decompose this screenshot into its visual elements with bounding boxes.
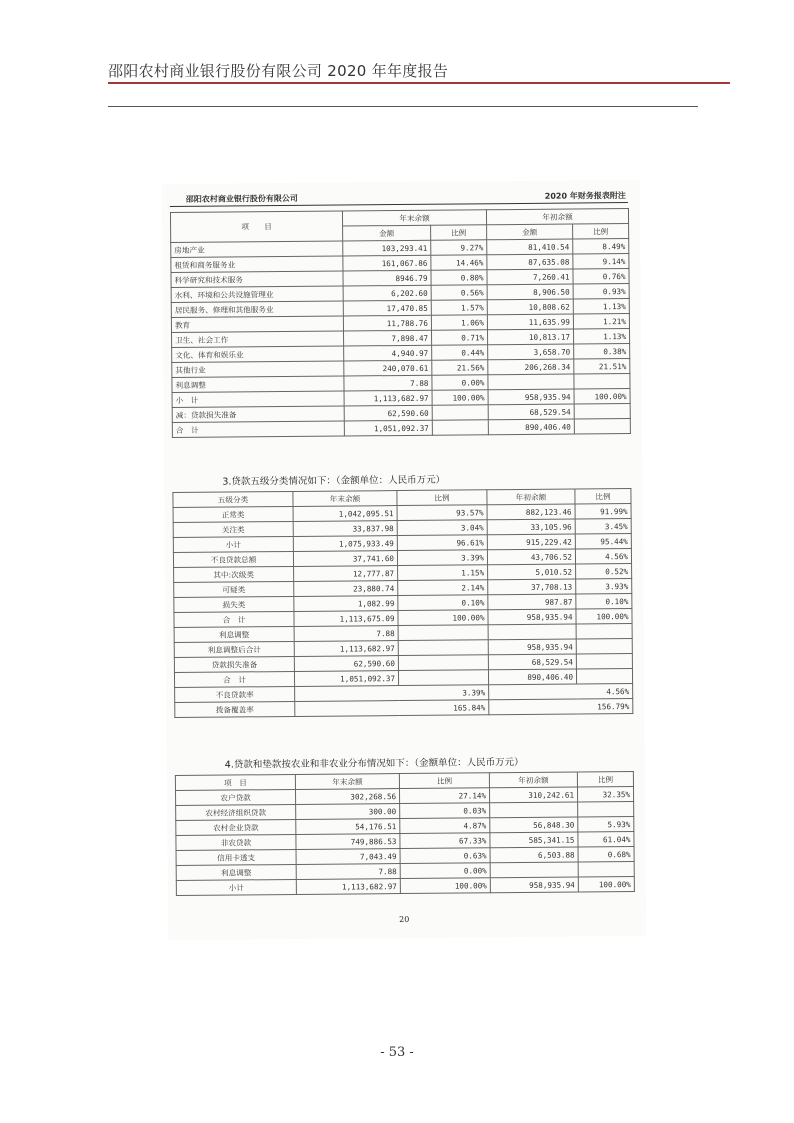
table-row	[176, 877, 634, 896]
scan-header	[185, 190, 626, 204]
row-label: 小计	[173, 536, 293, 552]
col-end-amount: 金额	[343, 225, 431, 241]
cell-begin-amt: 5,010.52	[488, 564, 576, 580]
row-label: 租赁和商务服务业	[171, 256, 343, 273]
cell-begin-ratio	[574, 419, 630, 434]
cell-end-amt: 37,741.60	[293, 551, 397, 567]
cell-begin-ratio	[578, 802, 634, 817]
col-item: 项 目	[170, 211, 342, 242]
cell-begin-ratio: 32.35%	[577, 787, 633, 802]
col-begin-amount: 年初余额	[487, 489, 575, 505]
cell-end-ratio: 0.71%	[431, 330, 487, 345]
cell-begin-ratio: 95.44%	[575, 534, 631, 549]
cell-end-amt: 12,777.87	[294, 566, 398, 582]
row-label: 信用卡透支	[176, 849, 296, 865]
cell-end-amt: 1,051,092.37	[294, 671, 398, 687]
header-red-rule	[108, 82, 730, 84]
cell-begin-ratio: 5.93%	[578, 817, 634, 832]
cell-end-ratio: 4.87%	[400, 818, 490, 834]
cell-end-amt: 7.88	[344, 375, 432, 391]
cell-begin-amt: 987.87	[488, 594, 576, 610]
cell-end-amt: 161,067.86	[343, 255, 431, 271]
cell-end-ratio: 27.14%	[399, 788, 489, 804]
ratio-row	[175, 699, 633, 718]
row-label: 关注类	[173, 521, 293, 537]
cell-begin-amt: 10,808.62	[487, 299, 573, 315]
cell-end-ratio: 0.80%	[431, 270, 487, 285]
five-category-table	[172, 488, 633, 718]
cell-begin-ratio: 91.99%	[575, 504, 631, 519]
row-label: 损失类	[174, 596, 294, 612]
cell-begin-ratio: 0.52%	[576, 564, 632, 579]
cell-end-ratio: 0.63%	[400, 848, 490, 864]
report-header-title: 邵阳农村商业银行股份有限公司 2020 年年度报告	[108, 62, 449, 80]
row-label: 贷款损失准备	[174, 656, 294, 672]
col-end-ratio: 比例	[399, 773, 489, 789]
cell-end-ratio: 3.39%	[397, 550, 487, 566]
scanned-page	[162, 180, 647, 940]
cell-end-amt: 1,051,092.37	[344, 420, 432, 436]
row-label: 合 计	[174, 671, 294, 687]
cell-begin-amt	[488, 624, 576, 640]
cell-begin-amt: 43,706.52	[487, 549, 575, 565]
cell-end-ratio: 0.03%	[400, 803, 490, 819]
col-end-amount: 年末余额	[293, 491, 397, 507]
cell-begin-amt: 68,529.54	[488, 404, 574, 420]
cell-end-ratio: 2.14%	[398, 580, 488, 596]
table-row	[172, 419, 630, 438]
row-label: 教育	[171, 316, 343, 333]
cell-end-ratio: 0.56%	[431, 285, 487, 300]
cell-end-ratio: 100.00%	[432, 390, 488, 405]
cell-begin-ratio: 3.93%	[576, 579, 632, 594]
cell-begin-ratio	[578, 862, 634, 877]
row-label: 水利、环境和公共设施管理业	[171, 286, 343, 303]
cell-end-amt: 1,113,682.97	[294, 641, 398, 657]
cell-end-amt: 300.00	[296, 804, 400, 820]
ratio-begin: 156.79%	[489, 699, 633, 715]
cell-end-ratio: 100.00%	[398, 610, 488, 626]
cell-begin-ratio	[576, 669, 632, 684]
section-3-title: 3.贷款五级分类情况如下：（金额单位：人民币万元）	[222, 474, 446, 488]
cell-begin-ratio: 0.38%	[574, 344, 630, 359]
cell-end-amt: 62,590.60	[294, 656, 398, 672]
cell-end-ratio: 96.61%	[397, 535, 487, 551]
row-label: 合 计	[172, 421, 344, 438]
col-category: 五级分类	[173, 491, 293, 507]
agri-loans-table	[175, 771, 635, 896]
cell-begin-amt: 958,935.94	[488, 389, 574, 405]
cell-end-ratio: 100.00%	[400, 878, 490, 894]
col-begin-ratio: 比例	[575, 489, 631, 504]
cell-end-amt: 7.88	[294, 626, 398, 642]
cell-begin-ratio: 9.14%	[573, 254, 629, 269]
row-label: 合 计	[174, 611, 294, 627]
cell-begin-ratio: 8.49%	[573, 239, 629, 254]
row-label: 农村企业贷款	[176, 819, 296, 835]
row-label: 居民服务、修理和其他服务业	[171, 301, 343, 318]
cell-begin-amt: 10,813.17	[487, 329, 573, 345]
cell-begin-amt: 68,529.54	[488, 654, 576, 670]
cell-begin-amt: 958,935.94	[488, 639, 576, 655]
row-label: 房地产业	[171, 241, 343, 258]
cell-begin-ratio: 1.13%	[573, 329, 629, 344]
cell-begin-ratio: 61.04%	[578, 832, 634, 847]
cell-begin-amt: 11,635.99	[487, 314, 573, 330]
cell-end-ratio: 14.46%	[431, 255, 487, 270]
cell-begin-amt: 206,268.34	[488, 359, 574, 375]
cell-begin-amt: 585,341.15	[490, 832, 578, 848]
cell-end-ratio: 1.57%	[431, 300, 487, 315]
row-label: 利息调整	[176, 864, 296, 880]
row-label: 可疑类	[174, 581, 294, 597]
row-label: 其中:次级类	[174, 566, 294, 582]
col-begin-ratio: 比例	[577, 772, 633, 787]
cell-end-amt: 302,268.56	[295, 789, 399, 805]
cell-begin-ratio: 0.10%	[576, 594, 632, 609]
cell-end-ratio: 0.00%	[432, 375, 488, 390]
cell-begin-ratio	[576, 639, 632, 654]
row-label: 利息调整后合计	[174, 641, 294, 657]
cell-begin-amt: 8,906.50	[487, 284, 573, 300]
row-label: 正常类	[173, 506, 293, 522]
cell-begin-amt: 958,935.94	[490, 877, 578, 893]
cell-end-ratio	[432, 405, 488, 420]
row-label: 文化、体育和娱乐业	[172, 346, 344, 363]
cell-end-ratio	[432, 420, 488, 435]
cell-end-amt: 33,837.98	[293, 521, 397, 537]
cell-begin-ratio	[574, 374, 630, 389]
scan-bank-name: 邵阳农村商业银行股份有限公司	[185, 193, 298, 204]
cell-end-amt: 54,176.51	[296, 819, 400, 835]
row-label: 减：贷款损失准备	[172, 406, 344, 423]
cell-end-ratio: 1.06%	[431, 315, 487, 330]
cell-begin-amt: 882,123.46	[487, 504, 575, 520]
cell-begin-amt: 310,242.61	[489, 787, 577, 803]
cell-begin-amt	[488, 374, 574, 390]
cell-end-amt: 4,940.97	[344, 345, 432, 361]
scan-page-number: 20	[399, 914, 410, 925]
cell-begin-ratio: 100.00%	[574, 389, 630, 404]
row-label: 小 计	[172, 391, 344, 408]
row-label: 卫生、社会工作	[172, 331, 344, 348]
col-begin-ratio: 比例	[573, 224, 629, 239]
cell-begin-ratio: 0.68%	[578, 847, 634, 862]
cell-end-amt: 103,293.41	[343, 240, 431, 256]
cell-begin-amt: 37,708.13	[488, 579, 576, 595]
cell-end-amt: 749,886.53	[296, 834, 400, 850]
cell-end-amt: 6,202.60	[343, 285, 431, 301]
cell-begin-amt: 7,260.41	[487, 269, 573, 285]
cell-end-amt: 62,590.60	[344, 405, 432, 421]
cell-begin-ratio: 1.21%	[573, 314, 629, 329]
row-label: 不良贷款总额	[173, 551, 293, 567]
cell-end-ratio	[398, 625, 488, 641]
cell-begin-ratio	[574, 404, 630, 419]
cell-end-ratio: 0.00%	[400, 863, 490, 879]
cell-end-amt: 1,042,095.51	[293, 506, 397, 522]
cell-end-amt: 11,788.76	[343, 315, 431, 331]
cell-begin-amt: 958,935.94	[488, 609, 576, 625]
cell-begin-ratio: 4.56%	[575, 549, 631, 564]
header-thin-rule	[108, 106, 698, 107]
row-label: 农村经济组织贷款	[176, 804, 296, 820]
cell-end-amt: 1,113,682.97	[344, 390, 432, 406]
row-label: 农户贷款	[176, 789, 296, 805]
cell-end-ratio: 0.44%	[432, 345, 488, 360]
cell-end-amt: 17,470.85	[343, 300, 431, 316]
cell-begin-amt: 915,229.42	[487, 534, 575, 550]
cell-begin-amt	[490, 862, 578, 878]
cell-end-amt: 1,113,675.09	[294, 611, 398, 627]
col-item: 项 目	[175, 774, 295, 790]
cell-end-ratio	[398, 655, 488, 671]
ratio-end: 3.39%	[295, 685, 489, 702]
cell-end-amt: 7,898.47	[343, 330, 431, 346]
ratio-label: 拨备覆盖率	[175, 701, 295, 717]
industry-loans-table	[170, 208, 631, 438]
cell-end-ratio: 67.33%	[400, 833, 490, 849]
cell-begin-ratio: 0.76%	[573, 269, 629, 284]
cell-begin-amt: 6,503.88	[490, 847, 578, 863]
cell-begin-amt	[490, 802, 578, 818]
cell-begin-ratio: 100.00%	[578, 877, 634, 892]
cell-begin-amt: 87,635.08	[487, 254, 573, 270]
row-label: 其他行业	[172, 361, 344, 378]
cell-begin-amt: 890,406.40	[488, 419, 574, 435]
cell-begin-ratio: 0.93%	[573, 284, 629, 299]
row-label: 利息调整	[172, 376, 344, 393]
ratio-label: 不良贷款率	[175, 686, 295, 702]
cell-begin-ratio: 21.51%	[574, 359, 630, 374]
cell-begin-amt: 890,406.40	[488, 669, 576, 685]
cell-end-ratio	[398, 670, 488, 686]
cell-begin-amt: 81,410.54	[487, 239, 573, 255]
row-label: 小计	[176, 879, 296, 895]
cell-end-amt: 1,082.99	[294, 596, 398, 612]
cell-begin-amt: 3,658.70	[488, 344, 574, 360]
cell-begin-amt: 56,848.30	[490, 817, 578, 833]
cell-end-amt: 240,070.61	[344, 360, 432, 376]
cell-end-ratio	[398, 640, 488, 656]
cell-begin-ratio	[576, 624, 632, 639]
row-label: 科学研究和技术服务	[171, 271, 343, 288]
cell-end-amt: 23,880.74	[294, 581, 398, 597]
cell-begin-ratio: 1.13%	[573, 299, 629, 314]
section-4-title: 4.贷款和垫款按农业和非农业分布情况如下：（金额单位：人民币万元）	[224, 756, 524, 771]
row-label: 利息调整	[174, 626, 294, 642]
cell-begin-amt: 33,105.96	[487, 519, 575, 535]
col-end-ratio: 比例	[397, 490, 487, 506]
col-begin-amount: 金额	[487, 224, 573, 240]
col-year-begin: 年初余额	[486, 209, 628, 225]
cell-end-amt: 1,075,933.49	[293, 536, 397, 552]
cell-end-ratio: 9.27%	[431, 240, 487, 255]
col-begin-amount: 年初余额	[489, 772, 577, 788]
cell-end-amt: 8946.79	[343, 270, 431, 286]
cell-end-ratio: 1.15%	[398, 565, 488, 581]
col-year-end: 年末余额	[342, 210, 486, 226]
page-number: - 53 -	[380, 1045, 414, 1060]
cell-begin-ratio: 100.00%	[576, 609, 632, 624]
ratio-end: 165.84%	[295, 700, 489, 717]
cell-end-ratio: 3.04%	[397, 520, 487, 536]
ratio-begin: 4.56%	[489, 684, 633, 700]
col-end-ratio: 比例	[431, 225, 487, 240]
row-label: 非农贷款	[176, 834, 296, 850]
cell-end-amt: 7,043.49	[296, 849, 400, 865]
cell-begin-ratio: 3.45%	[575, 519, 631, 534]
cell-begin-ratio	[576, 654, 632, 669]
cell-end-ratio: 21.56%	[432, 360, 488, 375]
cell-end-amt: 7.88	[296, 864, 400, 880]
col-end-amount: 年末余额	[295, 774, 399, 790]
scan-notes-title: 2020 年财务报表附注	[544, 191, 626, 201]
cell-end-amt: 1,113,682.97	[296, 879, 400, 895]
cell-end-ratio: 93.57%	[397, 505, 487, 521]
cell-end-ratio: 0.10%	[398, 595, 488, 611]
